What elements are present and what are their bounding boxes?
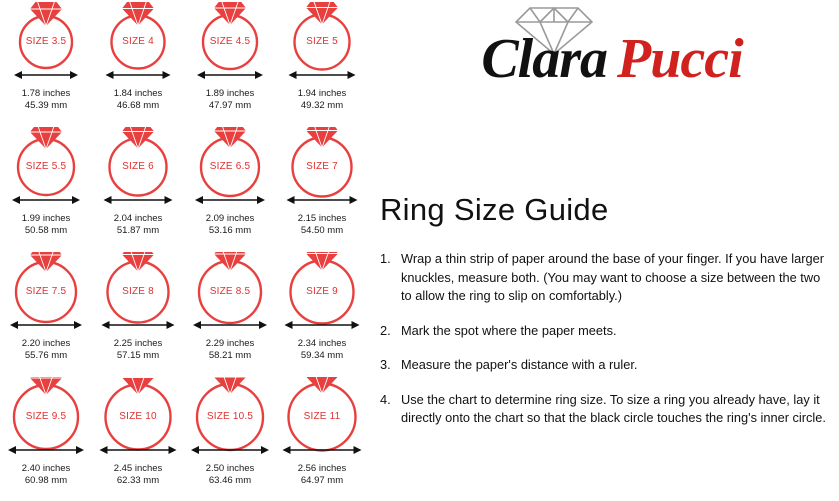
ring-mm: 49.32 mm	[300, 99, 344, 111]
ring-size-cell	[92, 0, 184, 125]
diameter-arrow-icon	[92, 68, 184, 82]
ring-mm: 54.50 mm	[300, 224, 344, 236]
ring-mm: 59.34 mm	[300, 349, 344, 361]
ring-illustration	[276, 250, 368, 326]
ring-inches: 2.09 inches	[205, 213, 255, 224]
ring-illustration	[184, 250, 276, 326]
ring-measurement	[92, 88, 184, 111]
guide-step-number: 1.	[380, 251, 391, 266]
ring-measurement	[92, 213, 184, 236]
ring-illustration	[276, 0, 368, 76]
guide-step-text: Wrap a thin strip of paper around the base of your finger. If you have larger knuckles, measure both. (You may want to choose a size between the two to allow the ring to slip on comfortably.)	[401, 251, 825, 303]
ring-measurement	[184, 338, 276, 361]
ring-mm: 63.46 mm	[208, 474, 252, 486]
ring-size-label: SIZE 6	[122, 161, 154, 172]
ring-inches: 1.84 inches	[113, 88, 163, 99]
ring-measurement	[184, 88, 276, 111]
ring-inches: 2.34 inches	[297, 338, 347, 349]
ring-size-label: SIZE 10.5	[206, 411, 254, 422]
ring-inches: 2.20 inches	[21, 338, 71, 349]
ring-inches: 2.15 inches	[297, 213, 347, 224]
ring-measurement	[184, 213, 276, 236]
ring-illustration	[92, 0, 184, 76]
ring-inches: 1.99 inches	[21, 213, 71, 224]
ring-illustration	[184, 375, 276, 451]
ring-size-cell	[0, 375, 92, 500]
diameter-arrow-icon	[184, 443, 276, 457]
ring-inches: 2.45 inches	[113, 463, 163, 474]
guide-step	[380, 322, 830, 341]
ring-measurement	[92, 463, 184, 486]
ring-mm: 60.98 mm	[24, 474, 68, 486]
diameter-arrow-icon	[92, 193, 184, 207]
ring-size-cell	[184, 375, 276, 500]
ring-mm: 45.39 mm	[24, 99, 68, 111]
ring-illustration	[184, 125, 276, 201]
ring-mm: 55.76 mm	[24, 349, 68, 361]
ring-inches: 2.29 inches	[205, 338, 255, 349]
ring-inches: 2.04 inches	[113, 213, 163, 224]
ring-inches: 1.94 inches	[297, 88, 347, 99]
ring-mm: 58.21 mm	[208, 349, 252, 361]
ring-mm: 53.16 mm	[208, 224, 252, 236]
diameter-arrow-icon	[184, 318, 276, 332]
ring-size-label: SIZE 11	[303, 411, 341, 422]
ring-size-label: SIZE 7.5	[25, 286, 67, 297]
ring-illustration	[0, 250, 92, 326]
diameter-arrow-icon	[0, 193, 92, 207]
ring-size-label: SIZE 8	[122, 286, 154, 297]
ring-mm: 51.87 mm	[116, 224, 160, 236]
ring-inches: 2.25 inches	[113, 338, 163, 349]
ring-mm: 46.68 mm	[116, 99, 160, 111]
guide-step-number: 2.	[380, 322, 391, 338]
ring-size-cell	[276, 0, 368, 125]
guide-panel	[372, 0, 839, 501]
diameter-arrow-icon	[0, 68, 92, 82]
ring-measurement	[0, 338, 92, 361]
ring-illustration	[184, 0, 276, 76]
ring-size-label: SIZE 4.5	[209, 36, 251, 47]
diameter-arrow-icon	[184, 68, 276, 82]
ring-illustration	[92, 375, 184, 451]
ring-size-cell	[92, 375, 184, 500]
ring-mm: 62.33 mm	[116, 474, 160, 486]
brand-name	[392, 26, 832, 98]
ring-measurement	[276, 338, 368, 361]
ring-size-cell	[92, 250, 184, 375]
diameter-arrow-icon	[0, 443, 92, 457]
ring-measurement	[0, 88, 92, 111]
ring-size-label: SIZE 6.5	[209, 161, 251, 172]
brand-name-first: Clara	[481, 28, 608, 90]
ring-mm: 50.58 mm	[24, 224, 68, 236]
ring-mm: 47.97 mm	[208, 99, 252, 111]
guide-step-number: 4.	[380, 391, 391, 407]
ring-measurement	[92, 338, 184, 361]
ring-size-cell	[184, 250, 276, 375]
guide-step-number: 3.	[380, 357, 391, 372]
diameter-arrow-icon	[276, 68, 368, 82]
ring-size-cell	[184, 0, 276, 125]
ring-measurement	[0, 463, 92, 486]
ring-size-label: SIZE 9.5	[25, 411, 67, 422]
ring-illustration	[92, 125, 184, 201]
diameter-arrow-icon	[92, 318, 184, 332]
diameter-arrow-icon	[276, 318, 368, 332]
ring-size-cell	[276, 125, 368, 250]
diameter-arrow-icon	[276, 193, 368, 207]
guide-step	[380, 391, 830, 428]
ring-size-label: SIZE 5.5	[25, 161, 67, 172]
guide-step	[380, 356, 830, 375]
ring-illustration	[0, 0, 92, 76]
ring-inches: 1.78 inches	[21, 88, 71, 99]
ring-size-cell	[276, 250, 368, 375]
ring-size-label: SIZE 5	[306, 36, 338, 47]
ring-measurement	[0, 213, 92, 236]
ring-illustration	[0, 375, 92, 451]
ring-size-label: SIZE 8.5	[209, 286, 251, 297]
guide-step-text: Use the chart to determine ring size. To size a ring you already have, lay it directly onto the chart so that the black circle touches the ring's inner circle.	[401, 391, 826, 425]
ring-size-label: SIZE 7	[306, 161, 338, 172]
guide-step-text: Mark the spot where the paper meets.	[401, 322, 617, 338]
ring-mm: 57.15 mm	[116, 349, 160, 361]
guide-steps	[380, 250, 830, 444]
guide-step-text: Measure the paper's distance with a ruler.	[401, 357, 638, 372]
ring-size-cell	[92, 125, 184, 250]
diameter-arrow-icon	[0, 318, 92, 332]
ring-size-cell	[184, 125, 276, 250]
ring-illustration	[276, 375, 368, 451]
ring-size-cell	[0, 250, 92, 375]
ring-mm: 64.97 mm	[300, 474, 344, 486]
guide-step	[380, 250, 830, 306]
ring-size-label: SIZE 4	[122, 36, 154, 47]
diameter-arrow-icon	[92, 443, 184, 457]
ring-inches: 2.56 inches	[297, 463, 347, 474]
ring-size-label: SIZE 3.5	[25, 36, 67, 47]
ring-inches: 2.40 inches	[21, 463, 71, 474]
diameter-arrow-icon	[184, 193, 276, 207]
ring-measurement	[276, 88, 368, 111]
ring-size-chart	[0, 0, 368, 501]
page-title: Ring Size Guide	[380, 192, 609, 227]
ring-measurement	[184, 463, 276, 486]
ring-illustration	[0, 125, 92, 201]
ring-size-cell	[0, 0, 92, 125]
diameter-arrow-icon	[276, 443, 368, 457]
ring-inches: 1.89 inches	[205, 88, 255, 99]
ring-measurement	[276, 463, 368, 486]
ring-size-cell	[0, 125, 92, 250]
ring-measurement	[276, 213, 368, 236]
ring-illustration	[92, 250, 184, 326]
ring-inches: 2.50 inches	[205, 463, 255, 474]
ring-size-cell	[276, 375, 368, 500]
brand-name-second: Pucci	[617, 28, 743, 90]
brand-logo	[372, 0, 839, 110]
ring-size-label: SIZE 10	[119, 411, 157, 422]
ring-illustration	[276, 125, 368, 201]
ring-size-label: SIZE 9	[306, 286, 338, 297]
